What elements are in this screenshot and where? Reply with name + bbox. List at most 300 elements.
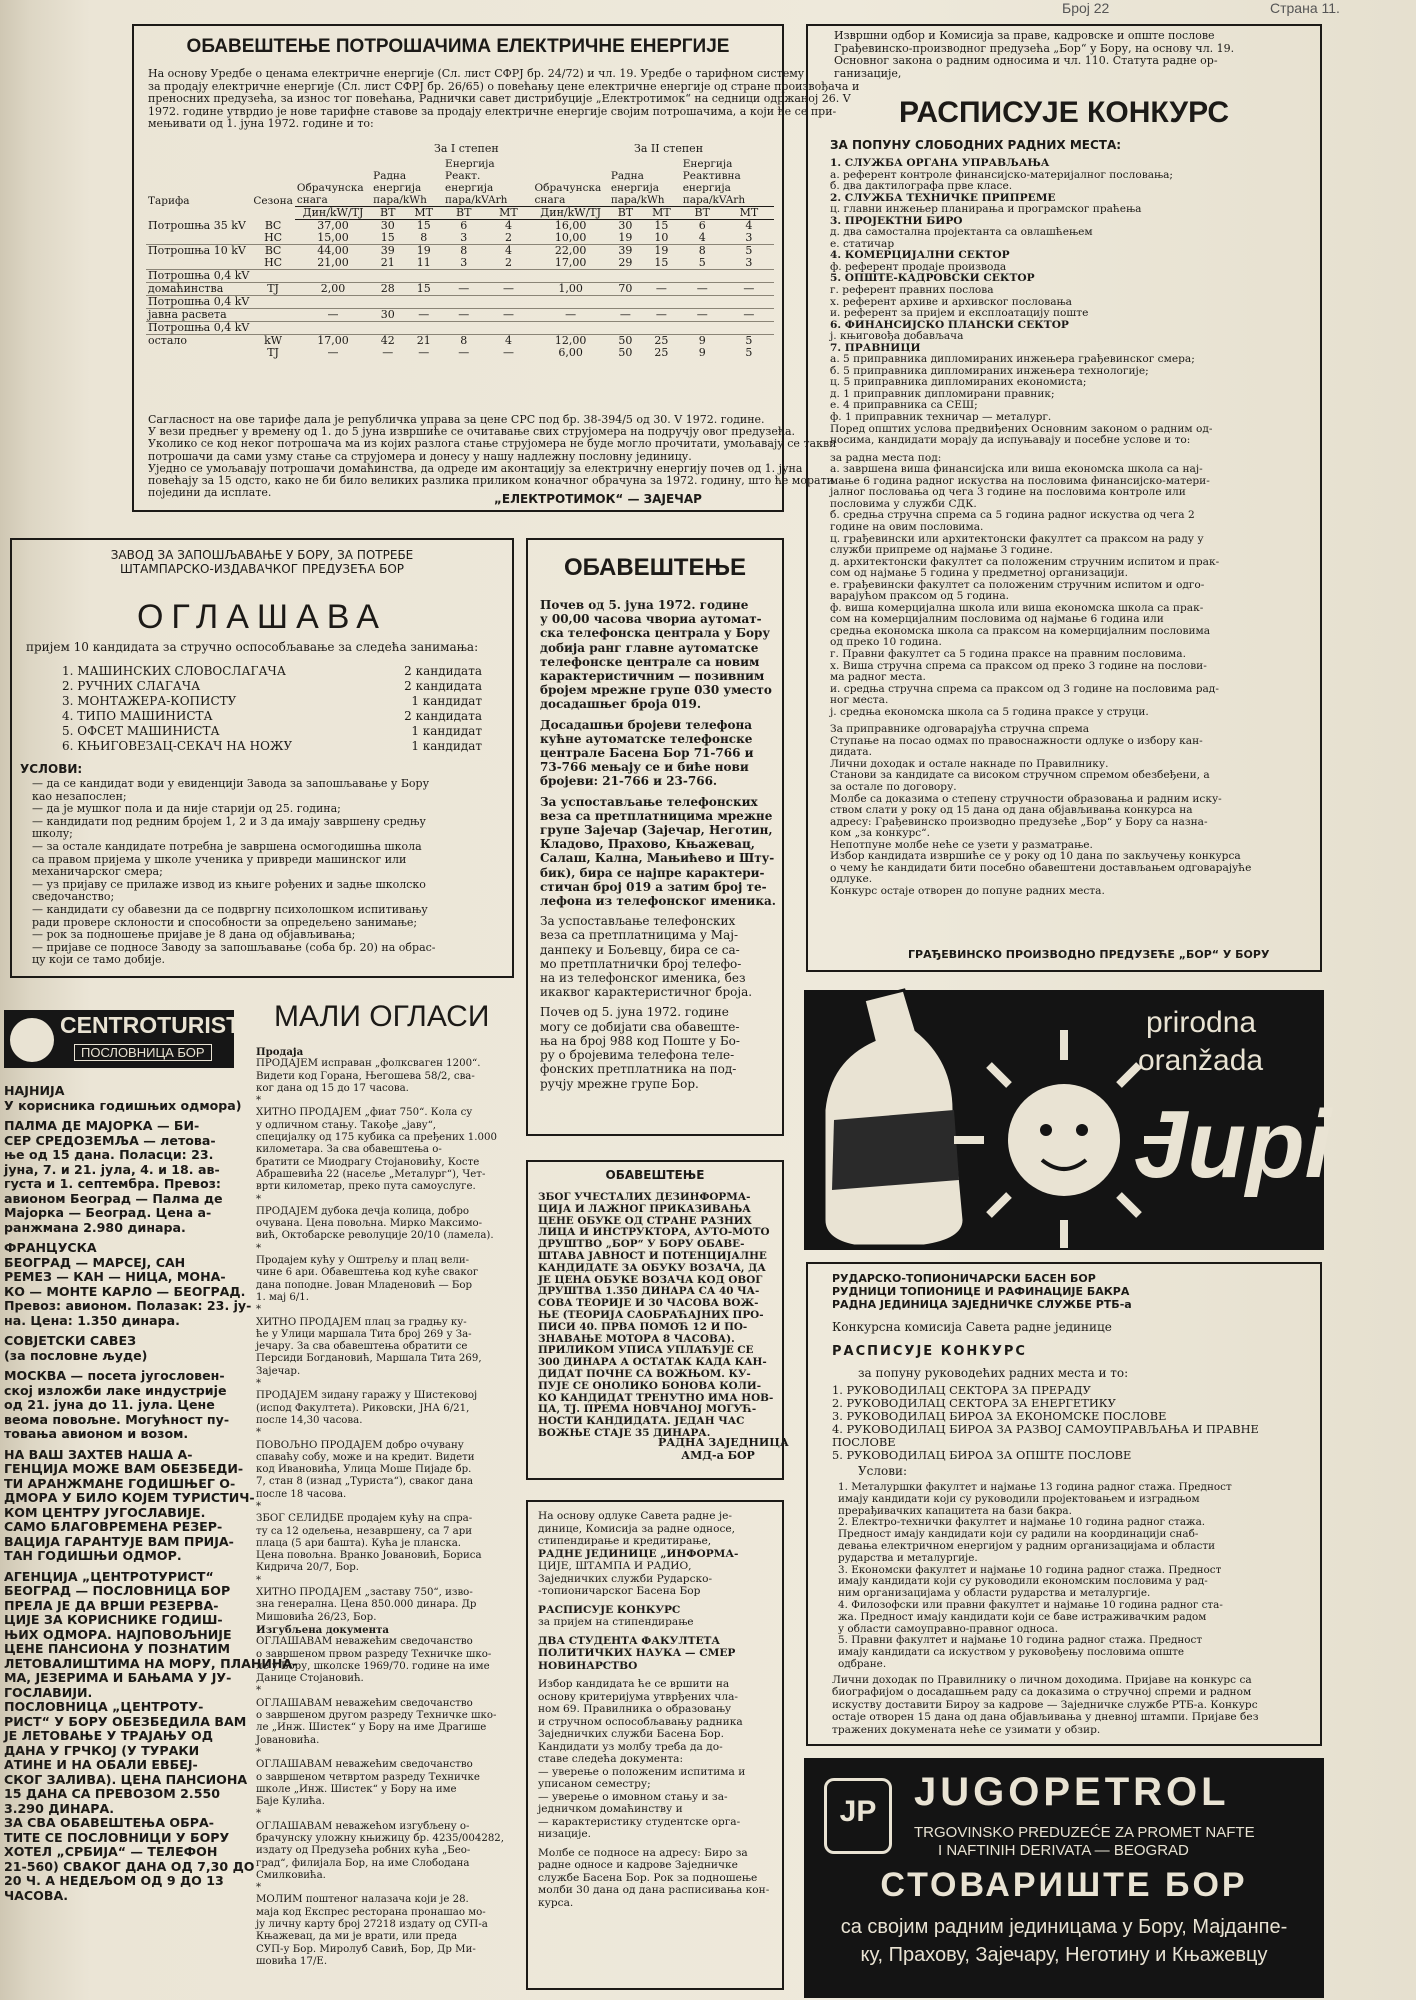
tariff-value xyxy=(609,296,642,309)
tariff-value: 70 xyxy=(618,282,633,295)
tariff-value: 28 xyxy=(380,282,395,295)
text-line: ту са 12 одељења, незавршену, са 7 ари xyxy=(256,1525,473,1537)
text-line: 3.290 ДИНАРА. xyxy=(4,1800,115,1816)
text-line: б. средња стручна спрема са 5 година радног искуства од чега 2 xyxy=(830,509,1195,522)
tariff-value: — xyxy=(619,308,631,321)
amd-title: ОБАВЕШТЕЊЕ xyxy=(605,1168,705,1182)
text-line: Мајорка — Београд. Цена а- xyxy=(4,1205,212,1220)
tariff-unit: ВТ xyxy=(371,207,404,220)
text-line: ЦИЈЕ, ШТАМПА И РАДИО, xyxy=(538,1560,692,1572)
occupation-name: 3. МОНТАЖЕРА-КОПИСТУ xyxy=(62,694,237,708)
text-line: ГОСЛАВИЈИ. xyxy=(4,1684,93,1700)
text-line: на из телефонског именика, без xyxy=(540,971,746,986)
electricity-outro xyxy=(148,413,837,500)
text-line: Непотпуне молбе неће се узети у разматрање. xyxy=(830,838,1093,851)
tariff-col-head: Енергија Реакт. енергија пара/kVArh xyxy=(445,158,508,206)
text-line: ШТАМПАРСКО-ИЗДАВАЧКОГ ПРЕДУЗЕЋА БОР xyxy=(119,562,405,576)
text-line: молби 30 дана од дана расписивања кон- xyxy=(538,1884,770,1896)
occupation-row xyxy=(62,679,482,694)
tariff-name xyxy=(146,347,251,359)
telephone-title: ОБАВЕШТЕЊЕ xyxy=(564,554,746,581)
tariff-value: — xyxy=(418,308,430,321)
tariff-value: 19 xyxy=(618,231,633,244)
text-line: ЗА СВА ОБАВЕШТЕЊА ОБРА- xyxy=(4,1815,214,1830)
tariff-value: — xyxy=(458,308,470,321)
text-line: ЊЕ (ТЕОРИЈА САОБРАЋАЈНИХ ПРО- xyxy=(538,1308,764,1321)
text-line: варајућом праксом од 5 година. xyxy=(830,590,1010,603)
text-line: г. Правни факултет са 5 година праксе на правним пословима. xyxy=(830,647,1186,660)
text-line: 73-766 мењају се и биће нови xyxy=(540,760,749,775)
text-line: досадашњег броја 019. xyxy=(540,697,702,712)
text-line: служби припреме од најмање 3 године. xyxy=(830,544,1053,557)
text-line: * xyxy=(256,1193,262,1205)
tariff-name: Потрошња 35 kV xyxy=(148,218,246,232)
tariff-season: НС xyxy=(264,256,283,269)
tariff-value: 5 xyxy=(745,346,753,359)
centroturist-globe-icon xyxy=(10,1018,54,1062)
text-line: карактеристичним — позивним xyxy=(540,669,765,684)
text-line: Ступање на посао одмах по правоснажности одлуке о избору кан- xyxy=(830,734,1203,747)
text-line: 1. Металуршки факултет и најмање 13 година радног стажа. Предност xyxy=(838,1481,1232,1493)
tariff-season: TJ xyxy=(267,282,279,295)
text-line: јуна, 7. и 21. јула, 4. и 18. ав- xyxy=(4,1161,220,1177)
tariff-unit: ВТ xyxy=(609,207,642,220)
tariff-value xyxy=(681,322,724,335)
text-line: е. грађевински факултет са положеним стручним испитом и одго- xyxy=(830,578,1205,591)
rtb-closing xyxy=(832,1674,1302,1736)
text-line: икаквог карактеристичног броја. xyxy=(540,985,753,1000)
text-line: ће у Улици маршала Тита број 269 у За- xyxy=(256,1328,472,1340)
tariff-value xyxy=(533,322,609,335)
text-line: АТИНЕ И НА ОБАЛИ ЕВБЕЈ- xyxy=(4,1757,198,1772)
text-line: Извршни одбор и Комисија за праве, кадровске и опште послове xyxy=(834,29,1215,42)
text-line: На основу одлуке Савета радне је- xyxy=(538,1510,733,1522)
konkurs-body xyxy=(830,158,1310,897)
classifieds-title: МАЛИ ОГЛАСИ xyxy=(274,1000,490,1033)
text-line: * xyxy=(256,1685,262,1697)
tariff-value: 3 xyxy=(745,231,753,244)
tariff-value: 3 xyxy=(460,256,468,269)
tariff-col-head: Енергија Реактивна енергија пара/kVArh xyxy=(682,158,746,206)
text-line: ПРОДАЈЕМ зидану гаражу у Шистековој xyxy=(256,1390,478,1402)
tariff-value: 25 xyxy=(654,346,669,359)
tariff-value: 25 xyxy=(654,334,669,347)
jugopetrol-line-4: ку, Прахову, Зајечару, Неготину и Књажевцу xyxy=(860,1944,1268,1966)
text-line: ради провере склоности и способности за опредељено занимање; xyxy=(32,915,418,929)
tariff-value xyxy=(724,270,774,283)
occupation-row xyxy=(62,664,482,679)
tariff-value xyxy=(533,270,609,283)
tariff-col-head: Тарифа xyxy=(148,194,190,207)
tariff-row xyxy=(146,296,774,309)
text-line: ПРЕЛА ЈЕ ДА ВРШИ РЕЗЕРВА- xyxy=(4,1597,219,1613)
text-line: ном 69. Правилника о образовању xyxy=(538,1703,732,1715)
text-line: ДМОРА У БИЛО КОЈЕМ ТУРИСТИЧ- xyxy=(4,1490,255,1505)
text-line: ранжмана 2.980 динара. xyxy=(4,1219,186,1235)
tariff-row xyxy=(146,347,774,359)
text-line: Књажевац, да ми је врати, или преда xyxy=(256,1931,458,1943)
tariff-value xyxy=(609,322,642,335)
text-line: ТАН ГОДИШЊИ ОДМОР. xyxy=(4,1548,182,1563)
tariff-season xyxy=(251,270,295,283)
text-line: ком „за конкурс“. xyxy=(830,827,930,840)
text-line: ВОЖЊЕ СТАЈЕ 35 ДИНАРА. xyxy=(538,1426,711,1439)
tariff-value: 8 xyxy=(698,244,706,257)
jugopetrol-ad xyxy=(804,1758,1324,1998)
text-line: 1. мај 6/1. xyxy=(256,1291,309,1303)
text-line: б. два дактилографа прве класе. xyxy=(830,180,1013,193)
text-line: 5. Правни факултет и најмање 10 година радног стажа. Предност xyxy=(838,1634,1203,1647)
text-line: У корисника годишњих одмора) xyxy=(4,1097,242,1113)
electricity-signature: „ЕЛЕКТРОТИМОК“ — ЗАЈЕЧАР xyxy=(494,492,702,506)
occupation-row xyxy=(62,709,482,724)
tariff-unit: ВТ xyxy=(681,207,724,220)
tariff-unit: МТ xyxy=(404,207,443,220)
text-line: ЛЕТОВАЛИШТИМА НА МОРУ, ПЛАНИНА- xyxy=(4,1655,298,1671)
text-line: Сагласност на ове тарифе дала је републичка управа за цене СРС под бр. 38-394/5 од 30. V 1972. године. xyxy=(148,413,765,426)
text-line: ХИТНО ПРОДАЈЕМ „фиат 750“. Кола су xyxy=(256,1107,473,1119)
text-line: ле у Бору, школске 1969/70. године на име xyxy=(256,1660,490,1672)
text-line: Продаја xyxy=(256,1046,304,1058)
text-line: * xyxy=(256,1574,262,1586)
text-line: брачунску уложну књижицу бр. 4235/004282, xyxy=(256,1833,505,1844)
tariff-value: 5 xyxy=(698,256,706,269)
tariff-season: ВС xyxy=(264,218,282,232)
tariff-name: Потрошња 0,4 kV xyxy=(148,269,250,282)
text-line: ког дана од 15 до 17 часова. xyxy=(256,1082,409,1094)
tariff-value: 9 xyxy=(698,346,706,359)
text-line: о чему ће кандидати бити посебно обавештени достављањем одговарајуће xyxy=(830,861,1252,874)
text-line: ј. књиговођа добављача xyxy=(830,330,964,343)
text-line: 2. РУКОВОДИЛАЦ СЕКТОРА ЗА ЕНЕРГЕТИКУ xyxy=(832,1396,1116,1410)
tariff-value: 2,00 xyxy=(320,282,346,295)
jupi-tag-2: oranžada xyxy=(1138,1044,1264,1077)
text-line: фонских претплатника на под- xyxy=(540,1062,737,1077)
text-line: за продају електричне енергије (Сл. лист СФРЈ бр. 26/65) о повећању цене електричне енергије од стране произвођача и xyxy=(148,79,860,93)
centroturist-name: CENTROTURIST xyxy=(60,1012,241,1038)
text-line: 7. ПРАВНИЦИ xyxy=(830,341,921,354)
text-line: дидата. xyxy=(830,746,872,759)
text-line: ПОСЛОВЕ xyxy=(832,1435,896,1449)
text-line: у 00,00 часова чвориа аутомат- xyxy=(540,612,762,627)
telephone-notice xyxy=(526,538,784,1136)
tariff-value: 21,00 xyxy=(317,256,349,269)
tariff-value: 22,00 xyxy=(554,244,587,257)
text-line: ЦЕНЕ ОБУКЕ ОД СТРАНЕ РАЗНИХ xyxy=(538,1214,752,1227)
tariff-value xyxy=(484,270,532,283)
text-line: Абрашевића 22 (насеље „Металург“), Чет- xyxy=(256,1168,486,1180)
text-line: Станови за кандидате са високом стручном спремом обезбеђени, а xyxy=(830,769,1210,782)
tariff-value: 4 xyxy=(504,219,512,232)
zavod-conditions xyxy=(32,778,502,967)
text-line: Зајечар. xyxy=(256,1365,301,1377)
degree-one-label: За I степен xyxy=(434,142,499,155)
text-line: 3. ПРОЈЕКТНИ БИРО xyxy=(830,214,963,227)
tariff-value: 15 xyxy=(380,231,395,244)
tariff-value xyxy=(724,322,774,335)
tariff-value: 5 xyxy=(745,244,753,257)
tariff-season xyxy=(251,322,295,335)
text-line: СУП-у Бор. Миролуб Савић, Бор, Др Ми- xyxy=(256,1943,476,1955)
text-line: јечару. За сва обавештења обратити се xyxy=(256,1341,468,1353)
tariff-value: — xyxy=(327,308,339,321)
text-line: за радна места под: xyxy=(830,451,942,464)
text-line: о завршеном четвртом разреду Техничке xyxy=(256,1771,480,1783)
text-line: 1. СЛУЖБА ОРГАНА УПРАВЉАЊА xyxy=(830,157,1050,169)
text-line: специјалку од 175 кубика са пређених 1.000 xyxy=(256,1132,497,1144)
rtb-title: РАСПИСУЈЕ КОНКУРС xyxy=(832,1344,1027,1359)
text-line: на. Цена: 1.350 динара. xyxy=(4,1312,180,1328)
text-line: Основног закона о радним односима и чл. 110. Статута радне ор- xyxy=(834,54,1218,67)
tariff-value: 8 xyxy=(460,334,468,347)
jugopetrol-depot: СТОВАРИШТЕ БОР xyxy=(880,1866,1248,1904)
text-line: СОВЈЕТСКИ САВЕЗ xyxy=(4,1333,137,1348)
jugopetrol-line-1: TRGOVINSKO PREDUZEĆE ZA PROMET NAFTE xyxy=(914,1824,1255,1841)
tariff-value: 44,00 xyxy=(317,244,349,257)
text-line: бик), бира се најпре карактери- xyxy=(540,865,765,880)
text-line: Молбе се подносе на адресу: Биро за xyxy=(538,1846,748,1859)
tariff-col-head: Радна енергија пара/kWh xyxy=(610,170,665,206)
text-line: остаје отворен 15 дана од дана објављивања у дневној штампи. Пријаве без xyxy=(832,1711,1259,1724)
zavod-title: ОГЛАШАВА xyxy=(136,598,387,636)
text-line: Предност имају кандидати који су радили на координацији снаб- xyxy=(838,1528,1199,1541)
tariff-value: 8 xyxy=(460,244,468,257)
occupation-name: 4. ТИПО МАШИНИСТА xyxy=(62,709,213,723)
text-line: стипендирање и кредитирање, xyxy=(538,1535,712,1547)
classifieds xyxy=(250,996,522,1996)
tariff-header-row xyxy=(146,158,774,207)
text-line: 4. РУКОВОДИЛАЦ БИРОА ЗА РАЗВОЈ САМОУПРАВЉАЊА И ПРАВНЕ xyxy=(832,1422,1259,1436)
text-line: * xyxy=(256,1500,262,1512)
text-line: * xyxy=(256,1882,262,1894)
text-line: поједини да исплате. xyxy=(148,486,272,500)
text-line: РАСПИСУЈЕ КОНКУРС xyxy=(538,1603,681,1616)
rtb-commission: Конкурсна комисија Савета радне јединице xyxy=(832,1320,1112,1334)
tariff-col-head: Обрачунска снага xyxy=(534,182,602,206)
text-line: ЊИХ ОДМОРА. НАЈПОВОЉНИЈЕ xyxy=(4,1626,232,1642)
electricity-notice xyxy=(132,24,860,512)
text-line: ручју мрежне групе Бор. xyxy=(540,1076,699,1091)
text-line: МА, ЈЕЗЕРИМА И БАЊАМА У ЈУ- xyxy=(4,1670,232,1685)
tariff-value: — xyxy=(565,308,577,321)
tariff-unit: МТ xyxy=(724,207,774,220)
text-line: — пријаве се подносе Заводу за запошљавање (соба бр. 20) на обрас- xyxy=(32,940,436,954)
text-line: У вези предњег у времену од 1. до 5 јуна извршиће се очитавање свих струјомера на подручју овог предузећа. xyxy=(148,425,796,439)
text-line: плаца (5 ари башта). Кућа је планска. xyxy=(256,1537,462,1549)
tariff-value: 4 xyxy=(504,334,512,347)
tariff-season: НС xyxy=(264,231,283,244)
text-line: НОСТИ КАНДИДАТА. ЈЕДАН ЧАС xyxy=(538,1415,745,1428)
tariff-value xyxy=(404,296,443,309)
text-line: 15 ДАНА СА ПРЕВОЗОМ 2.550 xyxy=(4,1786,221,1801)
text-line: ПИСИ 40. ПРВА ПОМОЋ 12 И ПО- xyxy=(538,1320,748,1333)
text-line: НА ВАШ ЗАХТЕВ НАША А- xyxy=(4,1446,193,1462)
text-line: ској изложби лаке индустрије xyxy=(4,1382,227,1398)
text-line: службе Басена Бор. Рок за подношење xyxy=(538,1871,758,1884)
text-line: ХИТНО ПРОДАЈЕМ плац за градњу ку- xyxy=(256,1316,467,1328)
text-line: ле „Инж. Шистек“ у Бору на име Драгише xyxy=(256,1722,487,1734)
jugopetrol-line-2: I NAFTINIH DERIVATA — BEOGRAD xyxy=(938,1842,1189,1859)
jupi-ad xyxy=(804,990,1332,1250)
text-line: биографијом о досадашњем раду са доказима о стручној спреми и радном xyxy=(832,1686,1252,1699)
text-line: ЦИЈЕ ЗА КОРИСНИКЕ ГОДИШ- xyxy=(4,1612,223,1627)
text-line: Смилковића. xyxy=(256,1869,326,1881)
text-line: адресу: Грађевинско производно предузеће „Бор“ у Бору са назна- xyxy=(830,815,1208,828)
tariff-value xyxy=(484,322,532,335)
text-line: Почев од 5. јуна 1972. године xyxy=(540,1005,729,1020)
tariff-value xyxy=(443,296,484,309)
tariff-value: 30 xyxy=(380,219,395,232)
text-line: ног места. xyxy=(830,694,889,707)
text-line: групе Зајечар (Зајечар, Неготин, xyxy=(540,823,773,838)
zavod-subtitle: пријем 10 кандидата за стручно оспособљавање за следећа занимања: xyxy=(26,640,479,654)
text-line: бројеви: 21-766 и 23-766. xyxy=(540,774,718,789)
text-line: као незапослен; xyxy=(32,789,127,803)
text-line: ганизације, xyxy=(834,66,902,80)
tariff-value: 6 xyxy=(460,219,468,232)
tariff-value xyxy=(724,296,774,309)
text-line: КАНДИДАТЕ ЗА ОБУКУ ВОЗАЧА, ДА xyxy=(538,1261,766,1274)
degree-two-label: За II степен xyxy=(634,142,704,155)
text-line: (за пословне људе) xyxy=(4,1347,148,1363)
tariff-value: 37,00 xyxy=(317,219,349,232)
jugopetrol-logo xyxy=(824,1778,892,1854)
occupation-count: 1 кандидат xyxy=(411,724,482,738)
text-line: одбране. xyxy=(838,1657,887,1670)
tariff-col-head: Радна енергија пара/kWh xyxy=(373,170,427,206)
text-line: густа и 1. септембра. Превоз: xyxy=(4,1176,221,1191)
tariff-value: 4 xyxy=(504,244,512,257)
tariff-season xyxy=(251,296,295,309)
text-line: ЦА, ТЈ. ПРЕМА НОВЧАНОЈ МОГУЋ- xyxy=(538,1403,757,1416)
text-line: * xyxy=(256,1427,262,1439)
text-line: * xyxy=(256,1808,262,1820)
text-line: Досадашњи бројеви телефона xyxy=(540,717,753,732)
text-line: Кладово, Прахово, Књажевац, xyxy=(540,837,755,852)
text-line: ње од 15 дана. Поласци: 23. xyxy=(4,1147,214,1162)
text-line: д. два самостална пројектанта са овлашћењем xyxy=(830,226,1093,239)
text-line: и стручном оспособљавању радника xyxy=(538,1715,743,1728)
tariff-value: — xyxy=(502,308,514,321)
tariff-value: 6,00 xyxy=(558,346,583,359)
text-line: ОГЛАШАВАМ неважећим сведочанство xyxy=(256,1759,473,1771)
text-line: основу критеријума утврђених чла- xyxy=(538,1690,738,1703)
text-line: 21-560) СВАКОГ ДАНА ОД 7,30 ДО xyxy=(4,1858,255,1874)
jugopetrol-logo-text: JP xyxy=(839,1795,877,1828)
tariff-col-head: Сезона xyxy=(253,194,293,207)
text-line: е. статичар xyxy=(830,237,895,250)
text-line: РУДНИЦИ ТОПИОНИЦЕ И РАФИНАЦИЈЕ БАКРА xyxy=(832,1285,1130,1298)
text-line: Кандидати уз молбу треба да до- xyxy=(538,1740,723,1753)
jugopetrol-line-3: са својим радним јединицама у Бору, Мајданпе- xyxy=(840,1916,1288,1938)
text-line: ХИТНО ПРОДАЈЕМ „заставу 750“, изво- xyxy=(256,1587,473,1599)
text-line: ЗАВОД ЗА ЗАПОШЉАВАЊЕ У БОРУ, ЗА ПОТРЕБЕ xyxy=(110,548,414,562)
text-line: Данице Стојановић. xyxy=(256,1673,364,1685)
text-line: шовића 17/Е. xyxy=(256,1955,328,1967)
tariff-col-head: Обрачунска снага xyxy=(296,182,364,206)
text-line: 5. ОПШТЕ-КАДРОВСКИ СЕКТОР xyxy=(830,272,1035,285)
text-line: ЧАСОВА. xyxy=(4,1887,69,1903)
text-line: г. референт правних послова xyxy=(830,284,994,297)
tariff-value: 3 xyxy=(745,256,753,269)
text-line: ОГЛАШАВАМ неважећим сведочанство xyxy=(256,1697,473,1709)
tariff-row xyxy=(146,309,774,322)
tariff-value: 30 xyxy=(618,219,633,232)
text-line: и. референт за пријем и експлоатацију поште xyxy=(830,307,1089,320)
tariff-value: 3 xyxy=(460,231,468,244)
electricity-title: ОБАВЕШТЕЊЕ ПОТРОШАЧИМА ЕЛЕКТРИЧНЕ ЕНЕРГИЈЕ xyxy=(186,36,730,57)
text-line: За успостављање телефонских xyxy=(540,794,758,809)
occupation-count: 2 кандидата xyxy=(404,679,482,693)
tariff-value xyxy=(443,270,484,283)
rtb-konkurs xyxy=(806,1262,1322,1746)
text-line: носима, кандидати морају да испуњавају и посебне услове и то: xyxy=(830,434,1191,447)
text-line: Превоз: авионом. Полазак: 23. ју- xyxy=(4,1298,252,1313)
text-line: * xyxy=(256,1095,262,1107)
text-line: РУДАРСКО-ТОПИОНИЧАРСКИ БАСЕН БОР xyxy=(832,1272,1096,1285)
text-line: ска телефонска централа у Бору xyxy=(540,626,771,641)
text-line: ПРОДАЈЕМ дубока дечја колица, добро xyxy=(256,1205,470,1217)
tariff-value: 21 xyxy=(416,334,431,347)
tariff-value: — xyxy=(458,346,470,359)
text-line: Видети код Горана, Његошева 58/2, сва- xyxy=(256,1070,475,1082)
text-line: — карактеристику студентске орга- xyxy=(538,1815,741,1828)
text-line: 4. КОМЕРЦИЈАЛНИ СЕКТОР xyxy=(830,249,1010,262)
text-line: ПАЛМА ДЕ МАЈОРКА — БИ- xyxy=(4,1118,200,1133)
occupation-name: 5. ОФСЕТ МАШИНИСТА xyxy=(62,724,220,738)
tariff-value xyxy=(642,322,681,335)
text-line: после 14,30 часова. xyxy=(256,1414,363,1426)
text-line: — рок за подношење пријаве је 8 дана од објављивања; xyxy=(32,928,356,942)
occupation-count: 2 кандидата xyxy=(404,664,482,678)
text-line: ДВА СТУДЕНТА ФАКУЛТЕТА xyxy=(538,1634,721,1647)
text-line: * xyxy=(256,1304,262,1316)
text-line: ХОТЕЛ „СРБИЈА“ — ТЕЛЕФОН xyxy=(4,1844,218,1859)
tariff-value xyxy=(681,296,724,309)
rtb-header xyxy=(832,1272,1302,1311)
text-line: ју личну карту број 27218 издату од СУП-а xyxy=(256,1919,488,1931)
tariff-value: — xyxy=(418,346,430,359)
text-line: ц. главни инжењер планирања и програмског праћења xyxy=(830,203,1142,216)
occupation-name: 2. РУЧНИХ СЛАГАЧА xyxy=(62,679,201,693)
text-line: могу се добијати сва обавеште- xyxy=(540,1019,740,1034)
tariff-value: — xyxy=(743,308,755,321)
electricity-intro xyxy=(148,67,860,131)
text-line: МОСКВА — посета југословен- xyxy=(4,1368,225,1383)
text-line: б. 5 приправника дипломираних инжењера технологије; xyxy=(830,364,1149,377)
text-line: ру о бројевима телефона теле- xyxy=(540,1048,735,1063)
tariff-value: 8 xyxy=(420,231,428,244)
text-line: 3. РУКОВОДИЛАЦ БИРОА ЗА ЕКОНОМСКЕ ПОСЛОВЕ xyxy=(832,1409,1167,1423)
text-line: јалног пословања од чега 3 године на пословима контроле или xyxy=(830,486,1186,499)
text-line: Поред општих услова предвиђених Основним законом о радним од- xyxy=(830,422,1213,435)
text-line: 20 Ч. А НЕДЕЉОМ ОД 9 ДО 13 xyxy=(4,1873,224,1888)
text-line: ф. референт продаје производа xyxy=(830,260,1007,273)
text-line: одлуке. xyxy=(830,873,873,886)
tariff-value: 29 xyxy=(618,256,633,269)
text-line: ФРАНЦУСКА xyxy=(4,1240,97,1255)
tariff-season xyxy=(251,309,295,322)
text-line: искуству доставити Бироу за кадрове — Заједничке службе РТБ-а. Конкурс xyxy=(832,1698,1258,1711)
tariff-unit: МТ xyxy=(642,207,681,220)
text-line: једничком домаћинству и xyxy=(538,1803,683,1815)
text-line: жа. Предност имају кандидати који се баве истраживачким радом xyxy=(838,1610,1207,1623)
tariff-name xyxy=(146,257,251,270)
text-line: АГЕНЦИЈА „ЦЕНТРОТУРИСТ“ xyxy=(4,1568,214,1584)
tariff-value: 39 xyxy=(380,244,395,257)
text-line: За успостављање телефонских xyxy=(540,914,736,929)
text-line: курса. xyxy=(538,1896,574,1909)
